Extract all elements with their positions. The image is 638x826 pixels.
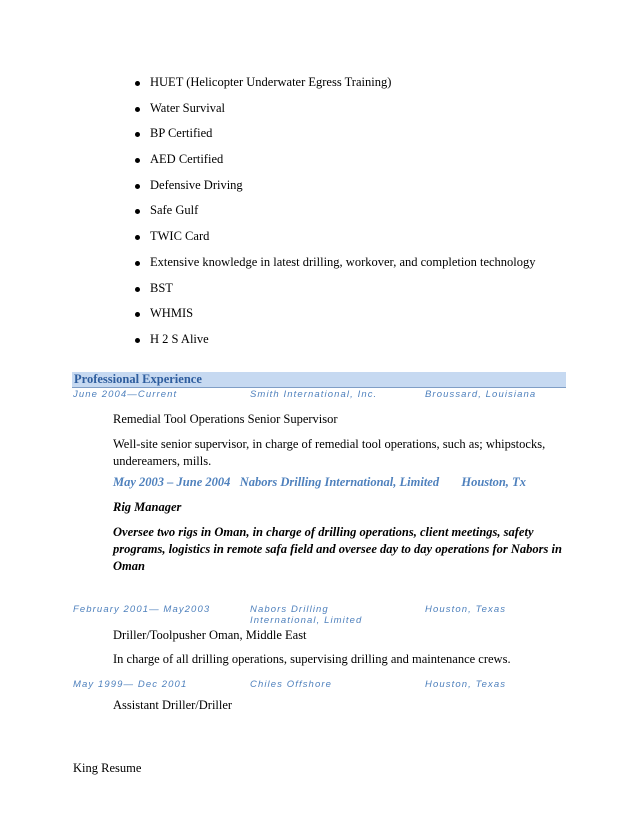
job-description: In charge of all drilling operations, supervising drilling and maintenance crews. (113, 652, 511, 666)
job-location: Houston, Texas (425, 679, 507, 690)
bullet-icon (135, 235, 140, 240)
list-item: Extensive knowledge in latest drilling, workover, and completion technology (130, 250, 610, 276)
job-title: Driller/Toolpusher Oman, Middle East (113, 628, 307, 642)
bullet-icon (135, 312, 140, 317)
job-company: Smith International, Inc. (250, 389, 378, 400)
job-company-continued: International, Limited (250, 615, 363, 626)
list-item: WHMIS (130, 301, 610, 327)
job-description: Well-site senior supervisor, in charge of remedial tool operations, such as; whipstocks, undereamers, mills. (113, 437, 546, 468)
list-item: H 2 S Alive (130, 327, 610, 353)
bullet-icon (135, 107, 140, 112)
page-footer: King Resume (73, 761, 142, 775)
list-item: BP Certified (130, 121, 610, 147)
list-item: Defensive Driving (130, 173, 610, 199)
bullet-icon (135, 184, 140, 189)
list-item: Safe Gulf (130, 198, 610, 224)
job-location: Houston, Tx (461, 475, 526, 489)
bullet-icon (135, 132, 140, 137)
list-item: TWIC Card (130, 224, 610, 250)
job-company: Nabors Drilling (250, 604, 329, 615)
job-title: Assistant Driller/Driller (113, 698, 233, 712)
bullet-icon (135, 209, 140, 214)
bullet-icon (135, 287, 140, 292)
job-location: Houston, Texas (425, 604, 507, 615)
list-item: BST (130, 276, 610, 302)
job-title: Remedial Tool Operations Senior Supervisor (113, 412, 338, 426)
job-company: Chiles Offshore (250, 679, 332, 690)
job-dates: May 1999— Dec 2001 (73, 679, 188, 690)
section-header-professional-experience (72, 372, 566, 388)
job-dates: February 2001— May2003 (73, 604, 211, 615)
skills-list (130, 70, 610, 353)
job-company: Nabors Drilling International, Limited (239, 475, 440, 489)
list-item: HUET (Helicopter Underwater Egress Training) (130, 70, 610, 96)
bullet-icon (135, 338, 140, 343)
list-item: AED Certified (130, 147, 610, 173)
job-dates: May 2003 – June 2004 (113, 475, 231, 489)
bullet-icon (135, 81, 140, 86)
job-dates: June 2004—Current (73, 389, 178, 400)
job-description: Oversee two rigs in Oman, in charge of drilling operations, client meetings, safety programs, logistics in remote safa field and oversee day to day operations for Nabors in Oman (113, 525, 562, 573)
job-header-line (113, 474, 563, 491)
section-title: Professional Experience (74, 372, 202, 386)
list-item: Water Survival (130, 96, 610, 122)
bullet-icon (135, 158, 140, 163)
bullet-icon (135, 261, 140, 266)
job-title: Rig Manager (113, 500, 182, 514)
job-location: Broussard, Louisiana (425, 389, 537, 400)
